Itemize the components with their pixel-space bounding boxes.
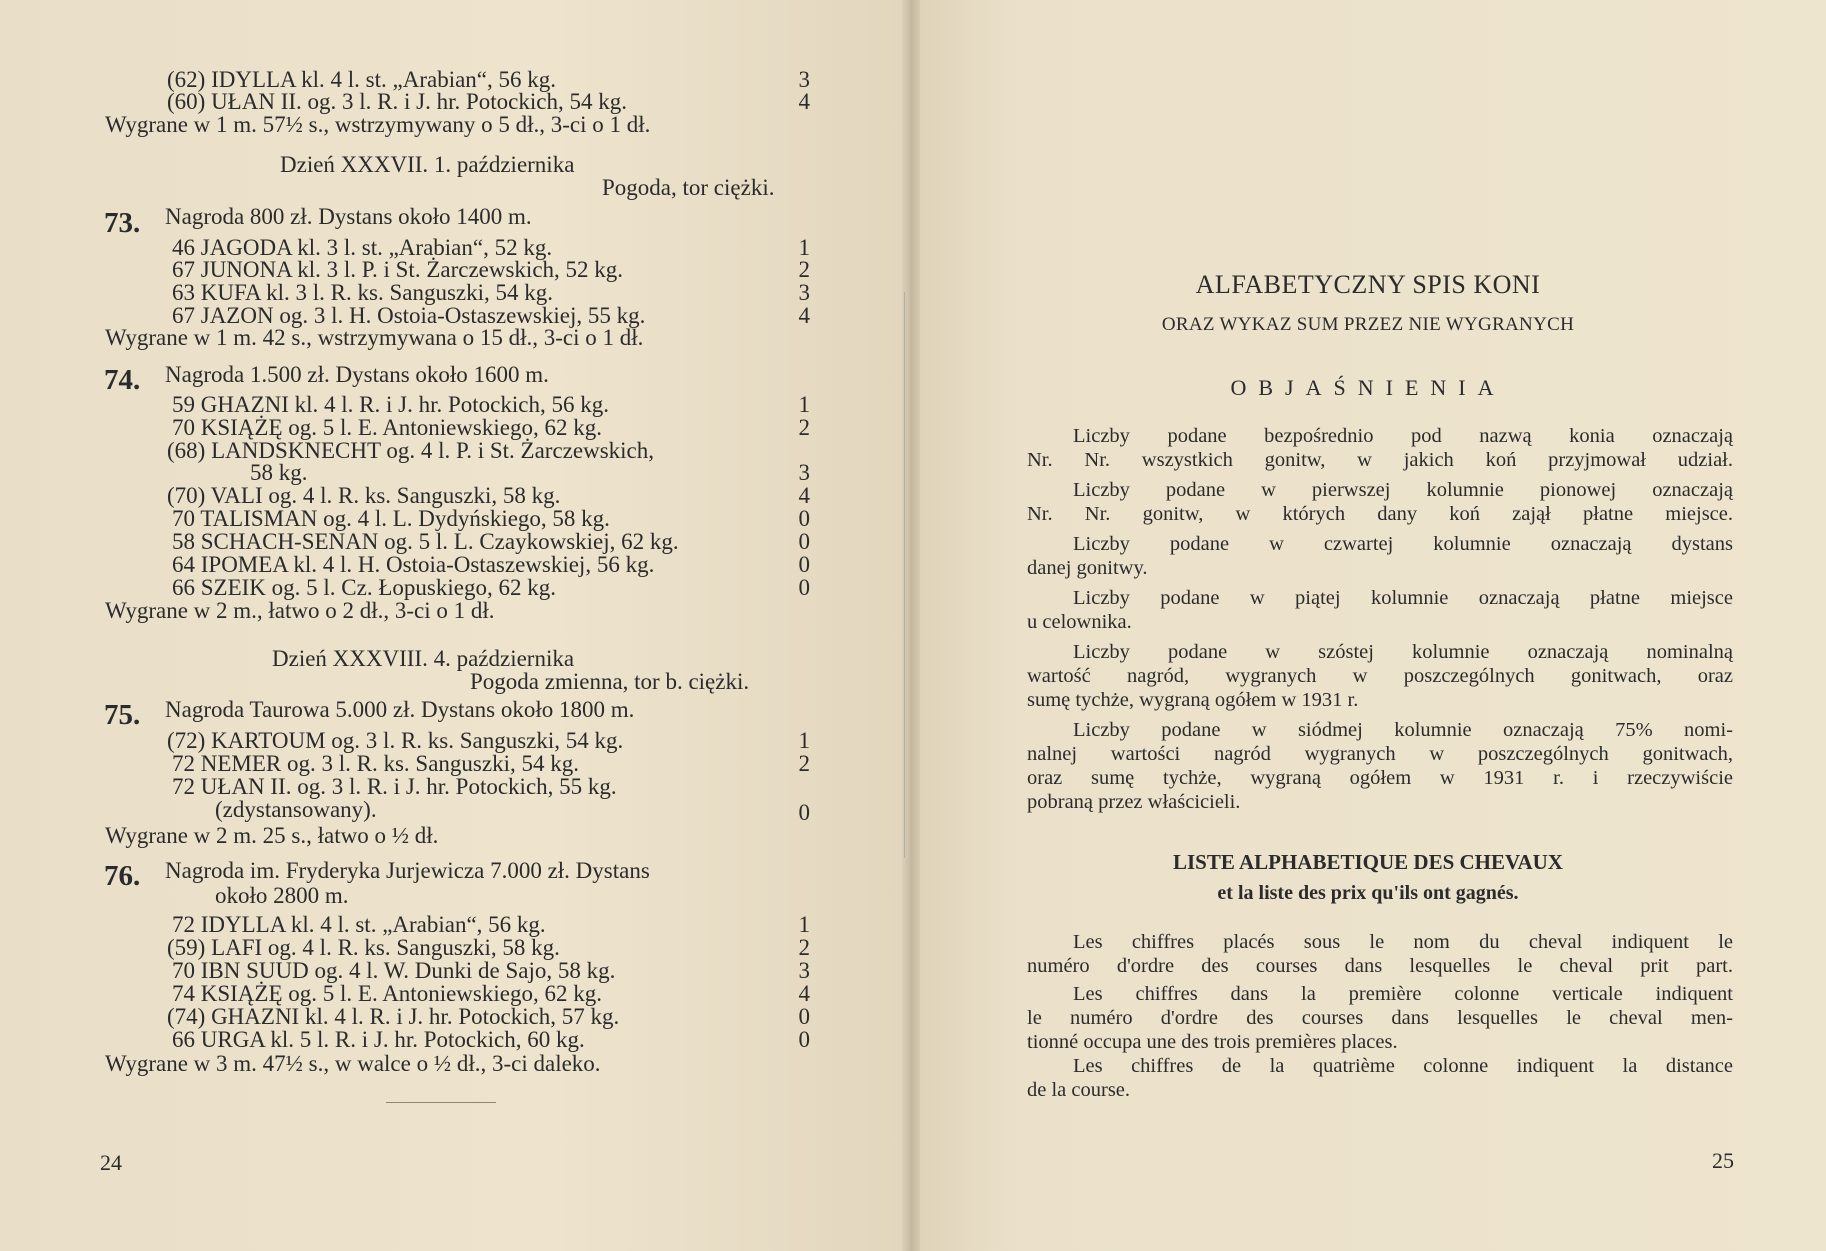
entry-line: 72 IDYLLA kl. 4 l. st. „Arabian“, 56 kg. bbox=[172, 912, 546, 937]
entry-line: 46 JAGODA kl. 3 l. st. „Arabian“, 52 kg. bbox=[172, 235, 553, 260]
entry-line: (74) GHAZNI kl. 4 l. R. i J. hr. Potockich, 57 kg. bbox=[167, 1004, 620, 1029]
day-heading: Dzień XXXVIII. 4. października bbox=[272, 646, 575, 671]
race-heading: około 2800 m. bbox=[215, 883, 349, 908]
explanation-line: Liczby podane w siódmej kolumnie oznaczają 75% nomi- bbox=[1073, 719, 1733, 741]
entry-line: 74 KSIĄŻĘ og. 5 l. E. Antoniewskiego, 62 kg. bbox=[172, 981, 602, 1006]
explanation-line: sumę tychże, wygraną ogółem w 1931 r. bbox=[1027, 689, 1359, 711]
explanations-heading: OBJAŚNIENIA bbox=[1230, 375, 1506, 400]
place-number: 4 bbox=[798, 483, 810, 508]
page-number-right: 25 bbox=[1712, 1148, 1734, 1173]
entry-line: (70) VALI og. 4 l. R. ks. Sanguszki, 58 kg. bbox=[167, 483, 561, 508]
explanation-line: pobraną przez właścicieli. bbox=[1027, 791, 1241, 813]
french-line: Les chiffres dans la première colonne verticale indiquent bbox=[1073, 983, 1733, 1005]
result-line: Wygrane w 3 m. 47½ s., w walce o ½ dł., 3-ci daleko. bbox=[105, 1051, 601, 1076]
result-line: Wygrane w 2 m. 25 s., łatwo o ½ dł. bbox=[105, 823, 439, 848]
result-line: Wygrane w 1 m. 57½ s., wstrzymywany o 5 dł., 3-ci o 1 dł. bbox=[105, 112, 651, 137]
explanation-line: danej gonitwy. bbox=[1027, 557, 1148, 579]
entry-line: 58 kg. bbox=[250, 460, 308, 485]
entry-line: 70 KSIĄŻĘ og. 5 l. E. Antoniewskiego, 62 kg. bbox=[172, 415, 602, 440]
explanation-line: Liczby podane w pierwszej kolumnie pionowej oznaczają bbox=[1073, 479, 1733, 501]
place-number: 2 bbox=[798, 415, 810, 440]
explanation-line: nalnej wartości nagród wygranych w poszczególnych gonitwach, bbox=[1027, 743, 1733, 765]
french-line: Les chiffres de la quatrième colonne indiquent la distance bbox=[1073, 1055, 1733, 1077]
result-line: Wygrane w 2 m., łatwo o 2 dł., 3-ci o 1 dł. bbox=[105, 598, 495, 623]
place-number: 1 bbox=[798, 912, 810, 937]
french-title: LISTE ALPHABETIQUE DES CHEVAUX bbox=[1173, 850, 1563, 874]
entry-line: 59 GHAZNI kl. 4 l. R. i J. hr. Potockich, 56 kg. bbox=[172, 392, 609, 417]
entry-line: (72) KARTOUM og. 3 l. R. ks. Sanguszki, 54 kg. bbox=[167, 728, 624, 753]
entry-line: 66 URGA kl. 5 l. R. i J. hr. Potockich, 60 kg. bbox=[172, 1027, 585, 1052]
french-subtitle: et la liste des prix qu'ils ont gagnés. bbox=[1217, 882, 1519, 904]
race-number: 76. bbox=[104, 860, 141, 892]
binding-thread bbox=[904, 292, 908, 858]
place-number: 2 bbox=[798, 751, 810, 776]
page-number-left: 24 bbox=[100, 1150, 122, 1175]
place-number: 3 bbox=[798, 958, 810, 983]
explanation-line: wartość nagród, wygranych w poszczególnych gonitwach, oraz bbox=[1027, 665, 1733, 687]
explanation-line: oraz sumę tychże, wygraną ogółem w 1931 r. i rzeczywiście bbox=[1027, 767, 1733, 789]
entry-line: 72 UŁAN II. og. 3 l. R. i J. hr. Potockich, 55 kg. bbox=[172, 774, 617, 799]
place-number: 4 bbox=[798, 981, 810, 1006]
entry-line: (62) IDYLLA kl. 4 l. st. „Arabian“, 56 kg. bbox=[167, 67, 557, 92]
place-number: 0 bbox=[798, 1004, 810, 1029]
place-number: 3 bbox=[798, 280, 810, 305]
place-number: 0 bbox=[798, 800, 810, 825]
entry-line: 67 JUNONA kl. 3 l. P. i St. Żarczewskich, 52 kg. bbox=[172, 257, 624, 282]
place-number: 1 bbox=[798, 392, 810, 417]
race-number: 74. bbox=[104, 364, 141, 396]
explanation-line: Liczby podane w czwartej kolumnie oznaczają dystans bbox=[1073, 533, 1733, 555]
place-number: 2 bbox=[798, 935, 810, 960]
index-title: ALFABETYCZNY SPIS KONI bbox=[1195, 270, 1541, 299]
place-number: 4 bbox=[798, 89, 810, 114]
entry-line: 70 IBN SUUD og. 4 l. W. Dunki de Sajo, 58 kg. bbox=[172, 958, 616, 983]
entry-line: 72 NEMER og. 3 l. R. ks. Sanguszki, 54 kg. bbox=[172, 751, 579, 776]
french-line: numéro d'ordre des courses dans lesquelles le cheval prit part. bbox=[1027, 955, 1733, 977]
race-heading: Nagroda im. Fryderyka Jurjewicza 7.000 zł. Dystans bbox=[165, 858, 650, 883]
explanation-line: Nr. Nr. wszystkich gonitw, w jakich koń przyjmował udział. bbox=[1027, 449, 1733, 471]
place-number: 2 bbox=[798, 257, 810, 282]
french-line: tionné occupa une des trois premières places. bbox=[1027, 1031, 1398, 1053]
place-number: 3 bbox=[798, 460, 810, 485]
race-heading: Nagroda 1.500 zł. Dystans około 1600 m. bbox=[165, 362, 549, 387]
entry-line: 66 SZEIK og. 5 l. Cz. Łopuskiego, 62 kg. bbox=[172, 575, 556, 600]
explanation-line: Liczby podane bezpośrednio pod nazwą konia oznaczają bbox=[1073, 425, 1733, 447]
result-line: Wygrane w 1 m. 42 s., wstrzymywana o 15 dł., 3-ci o 1 dł. bbox=[105, 325, 644, 350]
entry-line: 63 KUFA kl. 3 l. R. ks. Sanguszki, 54 kg. bbox=[172, 280, 554, 305]
entry-line: 58 SCHACH-SENAN og. 5 l. L. Czaykowskiej, 62 kg. bbox=[172, 529, 679, 554]
explanation-line: Nr. Nr. gonitw, w których dany koń zajął płatne miejsce. bbox=[1027, 503, 1733, 525]
place-number: 3 bbox=[798, 67, 810, 92]
place-number: 0 bbox=[798, 529, 810, 554]
place-number: 0 bbox=[798, 575, 810, 600]
entry-line: (68) LANDSKNECHT og. 4 l. P. i St. Żarczewskich, bbox=[167, 438, 654, 463]
french-line: de la course. bbox=[1027, 1079, 1131, 1101]
french-line: Les chiffres placés sous le nom du cheval indiquent le bbox=[1073, 931, 1733, 953]
day-heading: Dzień XXXVII. 1. października bbox=[280, 152, 575, 177]
french-line: le numéro d'ordre des courses dans lesquelles le cheval men- bbox=[1027, 1007, 1733, 1029]
place-number: 4 bbox=[798, 303, 810, 328]
weather-line: Pogoda zmienna, tor b. ciężki. bbox=[470, 669, 750, 694]
place-number: 0 bbox=[798, 506, 810, 531]
place-number: 1 bbox=[798, 235, 810, 260]
place-number: 0 bbox=[798, 1027, 810, 1052]
entry-line: 70 TALISMAN og. 4 l. L. Dydyńskiego, 58 kg. bbox=[172, 506, 610, 531]
entry-line: (59) LAFI og. 4 l. R. ks. Sanguszki, 58 kg. bbox=[167, 935, 560, 960]
place-number: 1 bbox=[798, 728, 810, 753]
explanation-line: Liczby podane w piątej kolumnie oznaczają płatne miejsce bbox=[1073, 587, 1733, 609]
entry-line: 64 IPOMEA kl. 4 l. H. Ostoia-Ostaszewskiej, 56 kg. bbox=[172, 552, 655, 577]
entry-line: (zdystansowany). bbox=[215, 797, 377, 822]
race-number: 73. bbox=[104, 207, 141, 239]
weather-line: Pogoda, tor ciężki. bbox=[602, 175, 775, 200]
race-number: 75. bbox=[104, 699, 141, 731]
place-number: 0 bbox=[798, 552, 810, 577]
index-subtitle: ORAZ WYKAZ SUM PRZEZ NIE WYGRANYCH bbox=[1161, 314, 1575, 335]
explanation-line: u celownika. bbox=[1027, 611, 1132, 633]
section-divider bbox=[386, 1102, 496, 1103]
entry-line: (60) UŁAN II. og. 3 l. R. i J. hr. Potockich, 54 kg. bbox=[167, 89, 627, 114]
entry-line: 67 JAZON og. 3 l. H. Ostoia-Ostaszewskiej, 55 kg. bbox=[172, 303, 646, 328]
race-heading: Nagroda Taurowa 5.000 zł. Dystans około 1800 m. bbox=[165, 697, 635, 722]
explanation-line: Liczby podane w szóstej kolumnie oznaczają nominalną bbox=[1073, 641, 1733, 663]
race-heading: Nagroda 800 zł. Dystans około 1400 m. bbox=[165, 204, 532, 229]
